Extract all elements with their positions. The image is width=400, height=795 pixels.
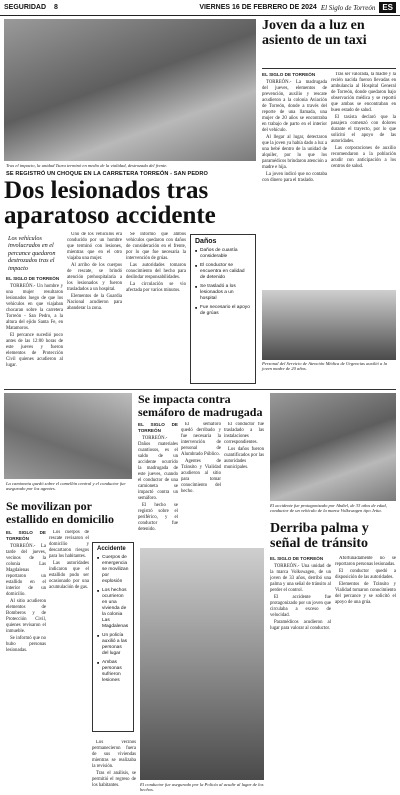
list-item: ■ Ambas personas sufrieron lesiones (97, 660, 129, 684)
paragraph: El hecho se registró sobre el periférico, y el conductor fue detenido. (138, 503, 178, 532)
semaforo-body-col1 (138, 422, 178, 540)
list-item: ■ Daños de cuantía considerable (195, 248, 251, 260)
damage-box (190, 234, 256, 384)
main-body-col3 (126, 232, 186, 384)
semaforo-headline: Se impacta contra semáforo de madrugada (138, 392, 263, 419)
crash-photo-caption: Tras el impacto, la unidad Tsuru terminó en medio de la vialidad, destrozada del frente. (6, 163, 168, 168)
page-number: 8 (54, 4, 58, 11)
paragraph: TORREÓN.- La tarde del jueves, vecinos de la colonia Las Magdalenas reportaron un estallido en el interior de un domicilio. (6, 544, 46, 597)
palma-body-col2 (335, 556, 396, 792)
accident-box-title: Accidente (97, 546, 126, 552)
list-item: ■ Los hechos ocurrieron en una vivienda de la colonia Las Magdalenas (97, 588, 129, 630)
paragraph: La circulación se vio afectada por varios minutos. (126, 282, 186, 293)
house-photo-caption: El conductor fue asegurado por la Policía al acudir al lugar de los hechos. (140, 782, 264, 793)
ambulance-photo-caption: Personal del Servicio de Atención Médica de Urgencias auxilió a la joven madre de 20 años. (262, 361, 388, 372)
ambulance-photo (262, 290, 396, 360)
paragraph: Elementos de la Guardia Nacional acudieron para abanderar la zona. (67, 294, 122, 311)
paragraph: Los vecinos permanecieron fuera de sus viviendas mientras se realizaba la revisión. (92, 740, 136, 769)
paragraph: Tras ser valorada, la madre y la recién nacida fueron llevadas en ambulancia al Hospital General de Torreón, donde quedaron bajo observación médica y se reportó que ambas se encontraban en buen estado de salud. (331, 72, 396, 113)
list-item: ■ Cuerpos de emergencia se movilizan por explosión (97, 555, 129, 585)
paragraph: Los daños fueron cuantificados por las autoridades municipales. (224, 447, 264, 470)
paragraph: Las corporaciones de auxilio recomendaron a la población acudir con anticipación a los centros de salud. (331, 146, 396, 169)
issue-date: VIERNES 16 DE FEBRERO DE 2024 (199, 4, 317, 11)
paragraph: Agentes de Tránsito y Vialidad acudieron al sitio para tomar conocimiento del hecho. (181, 459, 221, 494)
paragraph: Al llegar al lugar, detectaron que la joven ya había dado a luz a una bebé dentro de la unidad de alquiler, por lo que los paramédicos brindaron atención a madre e hija. (262, 135, 327, 170)
paragraph: Los cuerpos de rescate revisaron el domicilio y descartaron riesgos para los habitantes. (49, 530, 89, 559)
paper-logo: ES (379, 2, 396, 13)
jetta-photo (270, 393, 396, 501)
main-byline: EL SIGLO DE TORREÓN (6, 276, 60, 281)
list-item: ■ Se trasladó a los lesionados a un hospital (195, 284, 251, 302)
semaforo-body-col2 (181, 422, 221, 540)
main-kicker: SE REGISTRÓ UN CHOQUE EN LA CARRETERA TORREÓN - SAN PEDRO (6, 171, 208, 177)
taxi-byline: EL SIGLO DE TORREÓN (262, 72, 316, 77)
paragraph: Al arribo de los cuerpos de rescate, se brindó atención prehospitalaria a los lesionados y fueron trasladados a un hospital. (67, 263, 122, 292)
palma-body-col1 (270, 556, 331, 792)
house-photo (140, 548, 264, 780)
paragraph: El conductor quedó a disposición de las autoridades. (335, 569, 396, 580)
main-deck: Los vehículos involucrados en el percance quedaron destrozados tras el impacto (8, 235, 56, 272)
crash-photo (4, 19, 256, 161)
list-item: ■ El conductor se encuentra en calidad de detenido (195, 263, 251, 281)
paragraph: El conductor fue trasladado a las instalaciones correspondientes. (224, 422, 264, 445)
camioneta-photo (4, 393, 132, 479)
semaforo-byline: EL SIGLO DE TORREÓN (138, 422, 178, 433)
paragraph: TORREÓN.- Un hombre y una mujer resultaron lesionados luego de que los vehículos en que viajaban chocaran sobre la carretera Torreón - San Pedro, a la altura del ejido Santa Fe, en Matamoros. (6, 284, 63, 331)
paragraph: Elementos de Tránsito y Vialidad tomaron conocimiento del percance y se solicitó el apoyo de una grúa. (335, 582, 396, 605)
estallido-body-col2 (49, 530, 89, 792)
main-body-col2 (67, 232, 122, 384)
list-item: ■ Un policía auxilió a las personas del lugar (97, 633, 129, 657)
paragraph: El percance sucedió poco antes de las 12:00 horas de este jueves y fueron elementos de Protección Civil quienes acudieron al lugar. (6, 333, 63, 368)
paragraph: Las autoridades indicaron que el estallido pudo ser ocasionado por una acumulación de gas. (49, 561, 89, 590)
paragraph: TORREÓN.- Daños materiales cuantiosos, es el saldo de un accidente ocurrido la madrugada de este jueves, cuando el conductor de una camioneta se impactó contra un semáforo. (138, 436, 178, 501)
accident-box (92, 542, 134, 732)
paragraph: El semáforo quedó derribado y fue necesaria la intervención de personal de Alumbrado Público. (181, 422, 221, 457)
paper-name: El Siglo de Torreón (320, 3, 376, 12)
taxi-headline: Joven da a luz en asiento de un taxi (262, 18, 367, 48)
paragraph: El accidente fue protagonizado por un joven que circulaba a exceso de velocidad. (270, 595, 331, 618)
taxi-body-col2 (331, 72, 396, 288)
estallido-body-col3 (92, 740, 136, 792)
paragraph: Las autoridades tomaron conocimiento del hecho para deslindar responsabilidades. (126, 263, 186, 280)
palma-byline: EL SIGLO DE TORREÓN (270, 556, 324, 561)
semaforo-body-col3 (224, 422, 264, 540)
palma-headline: Derriba palma y señal de tránsito (270, 521, 369, 551)
paragraph: Uno de los vehículos era conducido por un hombre que terminó con lesiones, mientras que en el otro viajaba una mujer. (67, 232, 122, 261)
paragraph: Paramédicos acudieron al lugar para valorar al conductor. (270, 620, 331, 631)
main-headline: Dos lesionados tras aparatoso accidente (4, 177, 216, 229)
estallido-body-col1 (6, 530, 46, 792)
jetta-photo-caption: El accidente fue protagonizado por Abdiel, de 33 años de edad, conductor de un vehículo de la marca Volkswagen tipo Jetta. (270, 503, 387, 514)
section-label: SEGURIDAD (4, 4, 47, 11)
damage-box-title: Daños (195, 238, 217, 245)
estallido-byline: EL SIGLO DE TORREÓN (6, 530, 46, 541)
paragraph: Afortunadamente no se reportaron personas lesionadas. (335, 556, 396, 567)
page-header (0, 0, 400, 16)
paragraph: TORREÓN.- La madrugada del jueves, elementos de prevención, auxilio y rescate acudieron a la colonia Aviación de Torreón, donde a través del reporte de una llamada, una mujer de 20 años se encontraba en trabajo de parto en el interior del vehículo. (262, 80, 327, 133)
paragraph: La joven indicó que no contaba con dinero para el traslado. (262, 172, 327, 183)
paragraph: Se informó que no hubo personas lesionadas. (6, 636, 46, 653)
main-body-col1 (6, 276, 63, 384)
list-item: ■ Fue necesario el apoyo de grúas (195, 305, 251, 317)
taxi-body-col1 (262, 72, 327, 288)
paragraph: Al sitio acudieron elementos de Bomberos y de Protección Civil, quienes revisaron el inmueble. (6, 599, 46, 634)
paragraph: Se informó que ambos vehículos quedaron con daños de consideración en el frente, por lo que fue necesaria la intervención de grúas. (126, 232, 186, 261)
paragraph: Tras el análisis, se permitió el regreso de los habitantes. (92, 771, 136, 788)
paragraph: TORREÓN.- Una unidad de la marca Volkswagen, de un joven de 33 años, derribó una palma y una señal de tránsito al perder el control. (270, 564, 331, 593)
camioneta-photo-caption: La camioneta quedó sobre el camellón central y el conductor fue asegurado por los agentes. (6, 481, 126, 492)
estallido-headline: Se movilizan por estallido en domicilio (6, 499, 114, 526)
paragraph: El taxista declaró que la pasajera comenzó con dolores durante el trayecto, por lo que solicitó el apoyo de las autoridades. (331, 115, 396, 144)
